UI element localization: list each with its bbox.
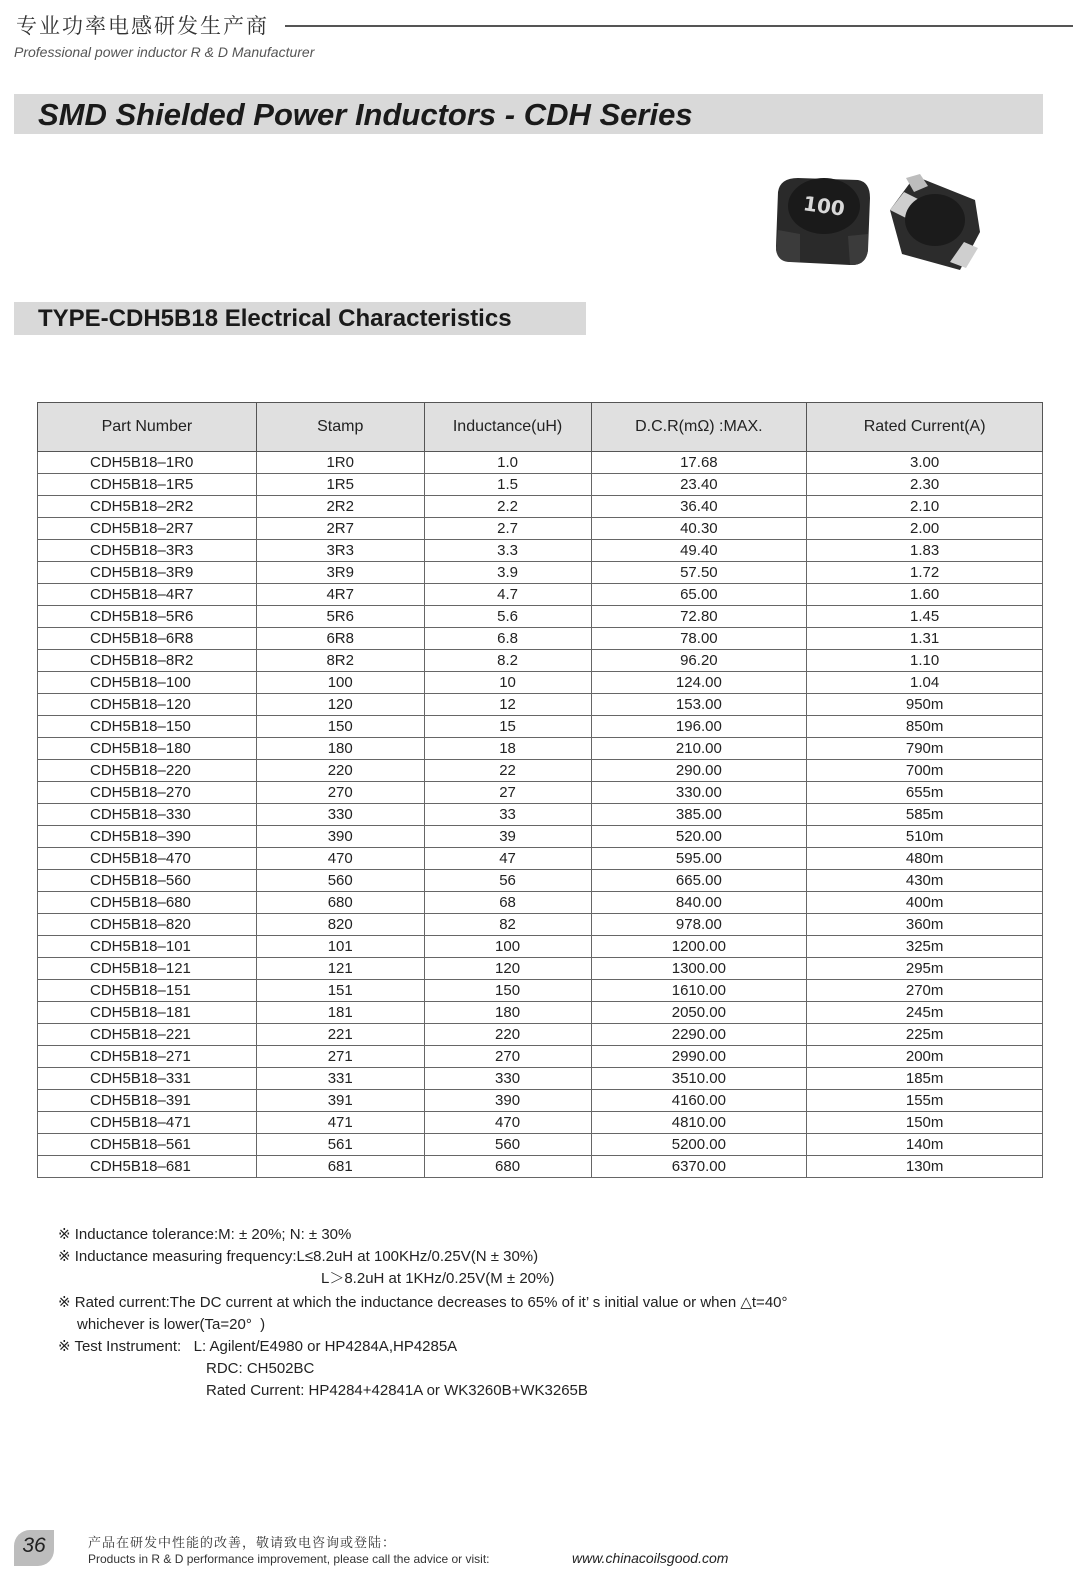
inductance-cell: 120: [424, 958, 591, 980]
table-row: [38, 1046, 1043, 1068]
table-row: [38, 980, 1043, 1002]
dcr-cell: 124.00: [591, 672, 807, 694]
part-number-cell: CDH5B18–101: [38, 936, 257, 958]
rated-current-cell: 150m: [807, 1112, 1043, 1134]
table-row: [38, 826, 1043, 848]
note-frequency: ※ Inductance measuring frequency:L≤8.2uH at 100KHz/0.25V(N ± 30%): [58, 1248, 539, 1265]
rated-current-cell: 400m: [807, 892, 1043, 914]
stamp-cell: 4R7: [256, 584, 424, 606]
stamp-cell: 560: [256, 870, 424, 892]
part-number-cell: CDH5B18–1R5: [38, 474, 257, 496]
inductance-cell: 3.9: [424, 562, 591, 584]
dcr-cell: 4810.00: [591, 1112, 807, 1134]
table-row: [38, 1112, 1043, 1134]
part-number-cell: CDH5B18–3R3: [38, 540, 257, 562]
stamp-cell: 6R8: [256, 628, 424, 650]
inductance-cell: 3.3: [424, 540, 591, 562]
dcr-cell: 23.40: [591, 474, 807, 496]
part-number-cell: CDH5B18–330: [38, 804, 257, 826]
inductance-cell: 33: [424, 804, 591, 826]
part-number-cell: CDH5B18–3R9: [38, 562, 257, 584]
rated-current-cell: 2.00: [807, 518, 1043, 540]
note-frequency-cont: L＞8.2uH at 1KHz/0.25V(M ± 20%): [321, 1270, 555, 1287]
dcr-cell: 17.68: [591, 452, 807, 474]
part-number-cell: CDH5B18–271: [38, 1046, 257, 1068]
rated-current-cell: 130m: [807, 1156, 1043, 1178]
table-row: [38, 540, 1043, 562]
spec-table: [37, 402, 1043, 1178]
inductance-cell: 470: [424, 1112, 591, 1134]
stamp-cell: 3R3: [256, 540, 424, 562]
part-number-cell: CDH5B18–1R0: [38, 452, 257, 474]
dcr-cell: 2290.00: [591, 1024, 807, 1046]
part-number-cell: CDH5B18–4R7: [38, 584, 257, 606]
part-number-cell: CDH5B18–221: [38, 1024, 257, 1046]
table-row: [38, 870, 1043, 892]
part-number-cell: CDH5B18–151: [38, 980, 257, 1002]
rated-current-cell: 225m: [807, 1024, 1043, 1046]
note-test-instrument: ※ Test Instrument: L: Agilent/E4980 or HP4284A,HP4285A: [58, 1338, 458, 1355]
part-number-cell: CDH5B18–471: [38, 1112, 257, 1134]
inductance-cell: 270: [424, 1046, 591, 1068]
part-number-cell: CDH5B18–181: [38, 1002, 257, 1024]
rated-current-cell: 140m: [807, 1134, 1043, 1156]
stamp-cell: 680: [256, 892, 424, 914]
table-row: [38, 496, 1043, 518]
dcr-cell: 330.00: [591, 782, 807, 804]
rated-current-cell: 2.10: [807, 496, 1043, 518]
stamp-cell: 1R0: [256, 452, 424, 474]
dcr-cell: 49.40: [591, 540, 807, 562]
rated-current-cell: 1.10: [807, 650, 1043, 672]
table-row: [38, 474, 1043, 496]
rated-current-cell: 1.31: [807, 628, 1043, 650]
header-rule: [285, 25, 1073, 27]
stamp-cell: 270: [256, 782, 424, 804]
header-rated-current: Rated Current(A): [807, 403, 1043, 452]
part-number-cell: CDH5B18–8R2: [38, 650, 257, 672]
part-number-cell: CDH5B18–2R7: [38, 518, 257, 540]
product-photo: [770, 170, 985, 280]
stamp-cell: 561: [256, 1134, 424, 1156]
stamp-cell: 8R2: [256, 650, 424, 672]
table-row: [38, 628, 1043, 650]
part-number-cell: CDH5B18–120: [38, 694, 257, 716]
dcr-cell: 3510.00: [591, 1068, 807, 1090]
stamp-cell: 2R7: [256, 518, 424, 540]
stamp-cell: 180: [256, 738, 424, 760]
table-row: [38, 804, 1043, 826]
dcr-cell: 840.00: [591, 892, 807, 914]
rated-current-cell: 3.00: [807, 452, 1043, 474]
dcr-cell: 210.00: [591, 738, 807, 760]
part-number-cell: CDH5B18–470: [38, 848, 257, 870]
rated-current-cell: 850m: [807, 716, 1043, 738]
table-row: [38, 760, 1043, 782]
table-row: [38, 716, 1043, 738]
stamp-cell: 220: [256, 760, 424, 782]
dcr-cell: 36.40: [591, 496, 807, 518]
inductance-cell: 5.6: [424, 606, 591, 628]
inductance-cell: 39: [424, 826, 591, 848]
rated-current-cell: 655m: [807, 782, 1043, 804]
rated-current-cell: 1.72: [807, 562, 1043, 584]
inductance-cell: 27: [424, 782, 591, 804]
inductance-cell: 2.7: [424, 518, 591, 540]
part-number-cell: CDH5B18–2R2: [38, 496, 257, 518]
part-number-cell: CDH5B18–331: [38, 1068, 257, 1090]
rated-current-cell: 480m: [807, 848, 1043, 870]
dcr-cell: 290.00: [591, 760, 807, 782]
part-number-cell: CDH5B18–391: [38, 1090, 257, 1112]
part-number-cell: CDH5B18–100: [38, 672, 257, 694]
table-row: [38, 694, 1043, 716]
dcr-cell: 96.20: [591, 650, 807, 672]
table-header-row: [38, 403, 1043, 452]
rated-current-cell: 295m: [807, 958, 1043, 980]
table-row: [38, 1068, 1043, 1090]
table-row: [38, 936, 1043, 958]
table-row: [38, 562, 1043, 584]
inductance-cell: 680: [424, 1156, 591, 1178]
rated-current-cell: 185m: [807, 1068, 1043, 1090]
table-row: [38, 672, 1043, 694]
header-stamp: Stamp: [256, 403, 424, 452]
part-number-cell: CDH5B18–180: [38, 738, 257, 760]
inductance-cell: 150: [424, 980, 591, 1002]
inductance-cell: 1.5: [424, 474, 591, 496]
inductance-cell: 390: [424, 1090, 591, 1112]
stamp-cell: 221: [256, 1024, 424, 1046]
dcr-cell: 665.00: [591, 870, 807, 892]
stamp-cell: 1R5: [256, 474, 424, 496]
rated-current-cell: 510m: [807, 826, 1043, 848]
table-row: [38, 1156, 1043, 1178]
dcr-cell: 153.00: [591, 694, 807, 716]
dcr-cell: 6370.00: [591, 1156, 807, 1178]
stamp-cell: 470: [256, 848, 424, 870]
table-row: [38, 518, 1043, 540]
notes: [58, 1224, 788, 1402]
table-row: [38, 1134, 1043, 1156]
dcr-cell: 40.30: [591, 518, 807, 540]
stamp-cell: 391: [256, 1090, 424, 1112]
dcr-cell: 1300.00: [591, 958, 807, 980]
inductance-cell: 2.2: [424, 496, 591, 518]
rated-current-cell: 700m: [807, 760, 1043, 782]
rated-current-cell: 360m: [807, 914, 1043, 936]
header-inductance: Inductance(uH): [424, 403, 591, 452]
inductance-cell: 68: [424, 892, 591, 914]
rated-current-cell: 430m: [807, 870, 1043, 892]
part-number-cell: CDH5B18–5R6: [38, 606, 257, 628]
stamp-cell: 681: [256, 1156, 424, 1178]
company-en-subtitle: Professional power inductor R & D Manufacturer: [14, 44, 315, 60]
inductance-cell: 180: [424, 1002, 591, 1024]
inductance-cell: 12: [424, 694, 591, 716]
stamp-cell: 120: [256, 694, 424, 716]
part-number-cell: CDH5B18–121: [38, 958, 257, 980]
inductor-back: [890, 174, 980, 270]
table-row: [38, 606, 1043, 628]
dcr-cell: 2050.00: [591, 1002, 807, 1024]
inductance-cell: 18: [424, 738, 591, 760]
dcr-cell: 595.00: [591, 848, 807, 870]
dcr-cell: 385.00: [591, 804, 807, 826]
rated-current-cell: 325m: [807, 936, 1043, 958]
stamp-cell: 330: [256, 804, 424, 826]
dcr-cell: 2990.00: [591, 1046, 807, 1068]
rated-current-cell: 270m: [807, 980, 1043, 1002]
inductance-cell: 15: [424, 716, 591, 738]
rated-current-cell: 790m: [807, 738, 1043, 760]
part-number-cell: CDH5B18–560: [38, 870, 257, 892]
inductance-cell: 1.0: [424, 452, 591, 474]
part-number-cell: CDH5B18–681: [38, 1156, 257, 1178]
inductance-cell: 330: [424, 1068, 591, 1090]
note-tolerance: ※ Inductance tolerance:M: ± 20%; N: ± 30%: [58, 1226, 352, 1243]
table-row: [38, 584, 1043, 606]
stamp-cell: 181: [256, 1002, 424, 1024]
rated-current-cell: 245m: [807, 1002, 1043, 1024]
note-rated-current-cont: whichever is lower(Ta=20° ): [77, 1316, 266, 1333]
stamp-cell: 471: [256, 1112, 424, 1134]
inductance-cell: 6.8: [424, 628, 591, 650]
header-dcr: D.C.R(mΩ) :MAX.: [591, 403, 807, 452]
part-number-cell: CDH5B18–6R8: [38, 628, 257, 650]
rated-current-cell: 1.83: [807, 540, 1043, 562]
dcr-cell: 1610.00: [591, 980, 807, 1002]
inductance-cell: 220: [424, 1024, 591, 1046]
inductance-cell: 47: [424, 848, 591, 870]
table-row: [38, 782, 1043, 804]
rated-current-cell: 2.30: [807, 474, 1043, 496]
stamp-cell: 101: [256, 936, 424, 958]
rated-current-cell: 950m: [807, 694, 1043, 716]
dcr-cell: 78.00: [591, 628, 807, 650]
rated-current-cell: 1.45: [807, 606, 1043, 628]
dcr-cell: 520.00: [591, 826, 807, 848]
inductance-cell: 22: [424, 760, 591, 782]
rated-current-cell: 155m: [807, 1090, 1043, 1112]
stamp-cell: 331: [256, 1068, 424, 1090]
dcr-cell: 4160.00: [591, 1090, 807, 1112]
stamp-cell: 820: [256, 914, 424, 936]
inductance-cell: 4.7: [424, 584, 591, 606]
table-row: [38, 958, 1043, 980]
stamp-cell: 5R6: [256, 606, 424, 628]
dcr-cell: 1200.00: [591, 936, 807, 958]
table-row: [38, 650, 1043, 672]
table-row: [38, 738, 1043, 760]
table-row: [38, 452, 1043, 474]
inductance-cell: 82: [424, 914, 591, 936]
page-title: SMD Shielded Power Inductors - CDH Series: [38, 97, 693, 132]
table-row: [38, 892, 1043, 914]
footer-cn-text: 产品在研发中性能的改善，敬请致电咨询或登陆：: [88, 1536, 397, 1551]
inductance-cell: 10: [424, 672, 591, 694]
inductance-cell: 8.2: [424, 650, 591, 672]
dcr-cell: 978.00: [591, 914, 807, 936]
inductance-cell: 56: [424, 870, 591, 892]
note-rated-current: ※ Rated current:The DC current at which the inductance decreases to 65% of it’ s initial value or when △t=40°: [58, 1294, 788, 1311]
stamp-cell: 2R2: [256, 496, 424, 518]
stamp-cell: 151: [256, 980, 424, 1002]
rated-current-cell: 1.04: [807, 672, 1043, 694]
dcr-cell: 72.80: [591, 606, 807, 628]
stamp-cell: 271: [256, 1046, 424, 1068]
table-row: [38, 848, 1043, 870]
inductance-cell: 100: [424, 936, 591, 958]
page-number: 36: [22, 1534, 46, 1557]
rated-current-cell: 1.60: [807, 584, 1043, 606]
stamp-cell: 121: [256, 958, 424, 980]
header-part-number: Part Number: [38, 403, 257, 452]
part-number-cell: CDH5B18–561: [38, 1134, 257, 1156]
dcr-cell: 57.50: [591, 562, 807, 584]
stamp-cell: 150: [256, 716, 424, 738]
rated-current-cell: 200m: [807, 1046, 1043, 1068]
part-number-cell: CDH5B18–820: [38, 914, 257, 936]
stamp-cell: 390: [256, 826, 424, 848]
table-row: [38, 1024, 1043, 1046]
table-row: [38, 1002, 1043, 1024]
dcr-cell: 65.00: [591, 584, 807, 606]
part-number-cell: CDH5B18–390: [38, 826, 257, 848]
part-number-cell: CDH5B18–220: [38, 760, 257, 782]
stamp-cell: 100: [256, 672, 424, 694]
inductor-front: [776, 178, 870, 265]
dcr-cell: 5200.00: [591, 1134, 807, 1156]
table-row: [38, 1090, 1043, 1112]
inductance-cell: 560: [424, 1134, 591, 1156]
table-body: [38, 452, 1043, 1178]
note-test-instrument-rated: Rated Current: HP4284+42841A or WK3260B+WK3265B: [206, 1382, 588, 1399]
footer-url[interactable]: www.chinacoilsgood.com: [572, 1550, 729, 1566]
table-row: [38, 914, 1043, 936]
stamp-text: 100: [801, 191, 847, 221]
part-number-cell: CDH5B18–150: [38, 716, 257, 738]
section-title: TYPE-CDH5B18 Electrical Characteristics: [38, 305, 512, 332]
company-cn-title: 专业功率电感研发生产商: [16, 14, 269, 38]
note-test-instrument-rdc: RDC: CH502BC: [206, 1360, 315, 1377]
part-number-cell: CDH5B18–270: [38, 782, 257, 804]
dcr-cell: 196.00: [591, 716, 807, 738]
stamp-cell: 3R9: [256, 562, 424, 584]
footer-en-text: Products in R & D performance improvement, please call the advice or visit:: [88, 1552, 490, 1566]
rated-current-cell: 585m: [807, 804, 1043, 826]
part-number-cell: CDH5B18–680: [38, 892, 257, 914]
